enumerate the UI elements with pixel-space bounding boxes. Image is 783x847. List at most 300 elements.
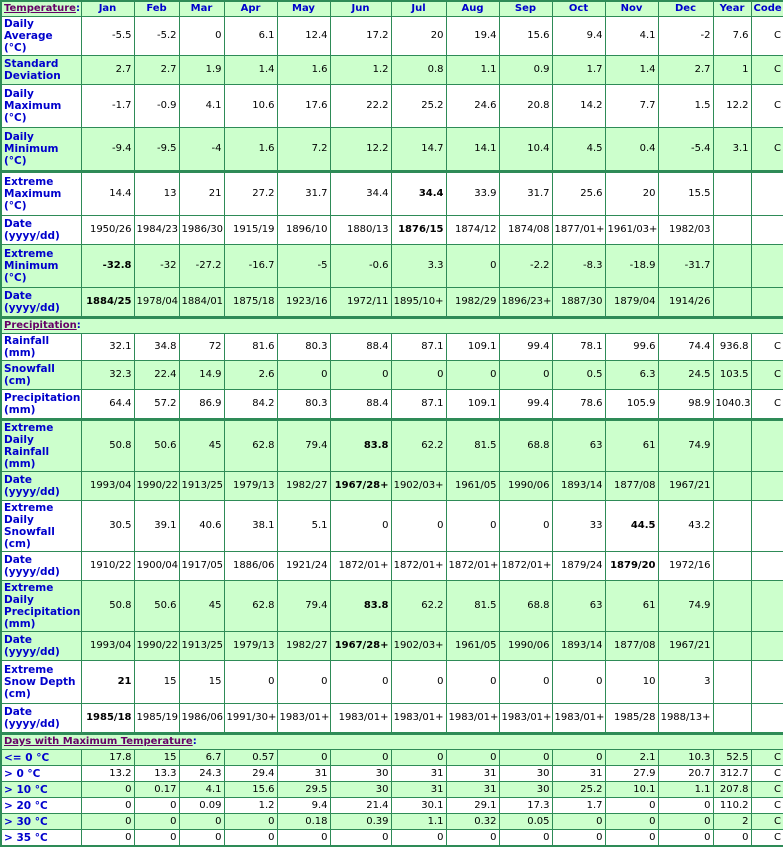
cell-nov: 0 bbox=[605, 814, 658, 830]
month-header-aug: Aug bbox=[446, 1, 499, 17]
cell-dec: 10.3 bbox=[658, 750, 713, 766]
table-row bbox=[1, 632, 783, 661]
cell-code: C bbox=[751, 390, 783, 420]
row-label: Extreme Maximum (°C) bbox=[1, 172, 81, 216]
cell-nov: 61 bbox=[605, 581, 658, 632]
cell-nov: 4.1 bbox=[605, 17, 658, 56]
table-row bbox=[1, 661, 783, 704]
cell-year: 1040.3 bbox=[713, 390, 751, 420]
cell-jun: 88.4 bbox=[330, 334, 391, 361]
cell-nov: 1985/28 bbox=[605, 704, 658, 734]
cell-code bbox=[751, 472, 783, 501]
cell-code: C bbox=[751, 128, 783, 172]
record-value: 1884/25 bbox=[86, 296, 132, 307]
cell-jun: 1880/13 bbox=[330, 216, 391, 245]
cell-jun: 30 bbox=[330, 782, 391, 798]
cell-sep: -2.2 bbox=[499, 245, 552, 288]
cell-oct: 1887/30 bbox=[552, 288, 605, 318]
cell-aug: 0 bbox=[446, 661, 499, 704]
cell-jan: 17.8 bbox=[81, 750, 134, 766]
record-value: 1876/15 bbox=[398, 224, 444, 235]
row-label: Date (yyyy/dd) bbox=[1, 704, 81, 734]
cell-year: 110.2 bbox=[713, 798, 751, 814]
cell-jul: 1983/01+ bbox=[391, 704, 446, 734]
cell-may: 1982/27 bbox=[277, 472, 330, 501]
temperature-link[interactable]: Temperature bbox=[4, 3, 76, 14]
cell-oct: 1983/01+ bbox=[552, 704, 605, 734]
cell-may: -5 bbox=[277, 245, 330, 288]
cell-year: 52.5 bbox=[713, 750, 751, 766]
cell-code: C bbox=[751, 17, 783, 56]
cell-mar: 0.09 bbox=[179, 798, 224, 814]
cell-nov: 99.6 bbox=[605, 334, 658, 361]
cell-may: 9.4 bbox=[277, 798, 330, 814]
cell-apr: 1991/30+ bbox=[224, 704, 277, 734]
row-label: Daily Maximum (°C) bbox=[1, 85, 81, 128]
cell-may: 31 bbox=[277, 766, 330, 782]
cell-year: 936.8 bbox=[713, 334, 751, 361]
month-header-nov: Nov bbox=[605, 1, 658, 17]
days-max-temp-link[interactable]: Days with Maximum Temperature bbox=[4, 736, 193, 747]
cell-sep: 0 bbox=[499, 361, 552, 390]
cell-feb: 13.3 bbox=[134, 766, 179, 782]
record-value: 83.8 bbox=[363, 440, 389, 451]
cell-dec: 1967/21 bbox=[658, 472, 713, 501]
cell-jul: 31 bbox=[391, 766, 446, 782]
table-row bbox=[1, 798, 783, 814]
cell-oct: 1.7 bbox=[552, 798, 605, 814]
cell-jan: 64.4 bbox=[81, 390, 134, 420]
cell-code bbox=[751, 216, 783, 245]
cell-may: 0.18 bbox=[277, 814, 330, 830]
cell-feb: 15 bbox=[134, 661, 179, 704]
cell-feb: 13 bbox=[134, 172, 179, 216]
cell-year: 2 bbox=[713, 814, 751, 830]
cell-feb: -32 bbox=[134, 245, 179, 288]
cell-sep: 0 bbox=[499, 661, 552, 704]
cell-apr: 1.6 bbox=[224, 128, 277, 172]
cell-aug: 14.1 bbox=[446, 128, 499, 172]
cell-mar: 1986/06 bbox=[179, 704, 224, 734]
cell-mar: 1986/30 bbox=[179, 216, 224, 245]
cell-oct: 0 bbox=[552, 830, 605, 847]
cell-jan: 1993/04 bbox=[81, 472, 134, 501]
cell-oct: -8.3 bbox=[552, 245, 605, 288]
cell-may: 80.3 bbox=[277, 390, 330, 420]
cell-sep: 20.8 bbox=[499, 85, 552, 128]
cell-feb: 1984/23 bbox=[134, 216, 179, 245]
cell-jul: 62.2 bbox=[391, 581, 446, 632]
cell-may: 0 bbox=[277, 750, 330, 766]
cell-code: C bbox=[751, 798, 783, 814]
cell-may: 12.4 bbox=[277, 17, 330, 56]
cell-mar: 1913/25 bbox=[179, 632, 224, 661]
cell-sep: 1990/06 bbox=[499, 632, 552, 661]
cell-oct: 4.5 bbox=[552, 128, 605, 172]
cell-may: 0 bbox=[277, 361, 330, 390]
cell-year: 12.2 bbox=[713, 85, 751, 128]
month-header-sep: Sep bbox=[499, 1, 552, 17]
cell-dec: 74.9 bbox=[658, 581, 713, 632]
cell-oct: 1.7 bbox=[552, 56, 605, 85]
table-row bbox=[1, 390, 783, 420]
table-row bbox=[1, 704, 783, 734]
cell-feb: 0 bbox=[134, 814, 179, 830]
cell-feb: -0.9 bbox=[134, 85, 179, 128]
row-label: Date (yyyy/dd) bbox=[1, 472, 81, 501]
cell-nov: 10 bbox=[605, 661, 658, 704]
cell-jul: 1902/03+ bbox=[391, 472, 446, 501]
cell-mar: 72 bbox=[179, 334, 224, 361]
cell-nov: 1.4 bbox=[605, 56, 658, 85]
cell-code: C bbox=[751, 782, 783, 798]
cell-aug: 0.32 bbox=[446, 814, 499, 830]
cell-dec: 1.5 bbox=[658, 85, 713, 128]
cell-jul: 0 bbox=[391, 750, 446, 766]
cell-aug: 0 bbox=[446, 830, 499, 847]
cell-aug: 1961/05 bbox=[446, 632, 499, 661]
cell-jan: 0 bbox=[81, 782, 134, 798]
cell-apr: -16.7 bbox=[224, 245, 277, 288]
precipitation-link[interactable]: Precipitation bbox=[4, 320, 77, 331]
cell-jan: 1993/04 bbox=[81, 632, 134, 661]
cell-code: C bbox=[751, 830, 783, 847]
cell-year: 3.1 bbox=[713, 128, 751, 172]
cell-jun: 1.2 bbox=[330, 56, 391, 85]
cell-year bbox=[713, 704, 751, 734]
cell-apr: 1.2 bbox=[224, 798, 277, 814]
cell-aug: 29.1 bbox=[446, 798, 499, 814]
cell-jun bbox=[330, 420, 391, 472]
row-label: Daily Minimum (°C) bbox=[1, 128, 81, 172]
row-label: > 35 °C bbox=[1, 830, 81, 847]
cell-feb: 22.4 bbox=[134, 361, 179, 390]
cell-jun: 12.2 bbox=[330, 128, 391, 172]
cell-oct: 31 bbox=[552, 766, 605, 782]
cell-oct: 0 bbox=[552, 814, 605, 830]
cell-jan bbox=[81, 704, 134, 734]
cell-jul: 1872/01+ bbox=[391, 552, 446, 581]
table-row bbox=[1, 501, 783, 552]
record-value: 1879/20 bbox=[610, 560, 656, 571]
cell-aug: 81.5 bbox=[446, 420, 499, 472]
cell-sep: 10.4 bbox=[499, 128, 552, 172]
cell-jan: 14.4 bbox=[81, 172, 134, 216]
cell-aug: 31 bbox=[446, 782, 499, 798]
cell-sep: 30 bbox=[499, 782, 552, 798]
cell-apr: 38.1 bbox=[224, 501, 277, 552]
cell-jul: 87.1 bbox=[391, 334, 446, 361]
cell-may: 80.3 bbox=[277, 334, 330, 361]
cell-mar: 1.9 bbox=[179, 56, 224, 85]
cell-sep: 0.05 bbox=[499, 814, 552, 830]
cell-dec: 20.7 bbox=[658, 766, 713, 782]
cell-apr: 0.57 bbox=[224, 750, 277, 766]
cell-code bbox=[751, 420, 783, 472]
cell-may: 31.7 bbox=[277, 172, 330, 216]
cell-may: 7.2 bbox=[277, 128, 330, 172]
cell-feb: 57.2 bbox=[134, 390, 179, 420]
cell-dec: 1967/21 bbox=[658, 632, 713, 661]
cell-jul: 31 bbox=[391, 782, 446, 798]
cell-mar: 45 bbox=[179, 420, 224, 472]
year-header: Year bbox=[713, 1, 751, 17]
cell-aug: 0 bbox=[446, 245, 499, 288]
cell-aug: 81.5 bbox=[446, 581, 499, 632]
cell-aug: 33.9 bbox=[446, 172, 499, 216]
cell-jun: 0 bbox=[330, 361, 391, 390]
cell-dec: 1982/03 bbox=[658, 216, 713, 245]
cell-oct: 78.1 bbox=[552, 334, 605, 361]
cell-feb: 0 bbox=[134, 830, 179, 847]
cell-year bbox=[713, 501, 751, 552]
cell-nov: 1877/08 bbox=[605, 472, 658, 501]
cell-jul: 0.8 bbox=[391, 56, 446, 85]
cell-aug: 0 bbox=[446, 750, 499, 766]
cell-sep: 15.6 bbox=[499, 17, 552, 56]
cell-oct: 1893/14 bbox=[552, 472, 605, 501]
table-row bbox=[1, 288, 783, 318]
cell-apr: 29.4 bbox=[224, 766, 277, 782]
table-row bbox=[1, 814, 783, 830]
cell-jan: -1.7 bbox=[81, 85, 134, 128]
cell-year bbox=[713, 245, 751, 288]
header-row bbox=[1, 1, 783, 17]
cell-may: 17.6 bbox=[277, 85, 330, 128]
cell-code: C bbox=[751, 85, 783, 128]
cell-nov: 61 bbox=[605, 420, 658, 472]
cell-sep: 1872/01+ bbox=[499, 552, 552, 581]
cell-oct: 14.2 bbox=[552, 85, 605, 128]
table-row bbox=[1, 830, 783, 847]
cell-jul: 0 bbox=[391, 661, 446, 704]
cell-jan: 1950/26 bbox=[81, 216, 134, 245]
cell-sep: 1874/08 bbox=[499, 216, 552, 245]
cell-year bbox=[713, 632, 751, 661]
cell-aug: 31 bbox=[446, 766, 499, 782]
cell-jan: 30.5 bbox=[81, 501, 134, 552]
cell-jul: 62.2 bbox=[391, 420, 446, 472]
cell-sep: 68.8 bbox=[499, 581, 552, 632]
table-row bbox=[1, 56, 783, 85]
cell-jan: 50.8 bbox=[81, 420, 134, 472]
cell-code bbox=[751, 172, 783, 216]
cell-jan: 0 bbox=[81, 798, 134, 814]
cell-jul: 20 bbox=[391, 17, 446, 56]
cell-jun: 17.2 bbox=[330, 17, 391, 56]
cell-jan: 0 bbox=[81, 830, 134, 847]
cell-apr: 0 bbox=[224, 661, 277, 704]
cell-jun: 0 bbox=[330, 750, 391, 766]
cell-year bbox=[713, 581, 751, 632]
cell-sep: 31.7 bbox=[499, 172, 552, 216]
month-header-dec: Dec bbox=[658, 1, 713, 17]
cell-sep: 0 bbox=[499, 501, 552, 552]
month-header-feb: Feb bbox=[134, 1, 179, 17]
cell-sep: 0.9 bbox=[499, 56, 552, 85]
cell-jun: 21.4 bbox=[330, 798, 391, 814]
cell-sep: 1990/06 bbox=[499, 472, 552, 501]
cell-nov: 1877/08 bbox=[605, 632, 658, 661]
cell-may: 0 bbox=[277, 830, 330, 847]
cell-nov: 20 bbox=[605, 172, 658, 216]
cell-dec: 43.2 bbox=[658, 501, 713, 552]
cell-sep: 0 bbox=[499, 830, 552, 847]
cell-apr: 6.1 bbox=[224, 17, 277, 56]
cell-jan bbox=[81, 245, 134, 288]
cell-jul: 87.1 bbox=[391, 390, 446, 420]
cell-dec: 74.4 bbox=[658, 334, 713, 361]
table-row bbox=[1, 750, 783, 766]
cell-mar: 15 bbox=[179, 661, 224, 704]
cell-apr: 15.6 bbox=[224, 782, 277, 798]
cell-oct: 78.6 bbox=[552, 390, 605, 420]
cell-dec: 98.9 bbox=[658, 390, 713, 420]
cell-dec: -5.4 bbox=[658, 128, 713, 172]
cell-year bbox=[713, 472, 751, 501]
record-value: 83.8 bbox=[363, 600, 389, 611]
cell-dec: 15.5 bbox=[658, 172, 713, 216]
days-max-temp-section-row bbox=[1, 734, 783, 750]
cell-may: 1921/24 bbox=[277, 552, 330, 581]
cell-oct: 9.4 bbox=[552, 17, 605, 56]
cell-dec: 3 bbox=[658, 661, 713, 704]
table-row bbox=[1, 216, 783, 245]
cell-jul bbox=[391, 172, 446, 216]
cell-mar: -4 bbox=[179, 128, 224, 172]
cell-dec: 1914/26 bbox=[658, 288, 713, 318]
cell-mar: 4.1 bbox=[179, 782, 224, 798]
cell-jul: 3.3 bbox=[391, 245, 446, 288]
table-row bbox=[1, 552, 783, 581]
table-row bbox=[1, 782, 783, 798]
cell-jun: 0 bbox=[330, 830, 391, 847]
cell-dec: 24.5 bbox=[658, 361, 713, 390]
cell-code: C bbox=[751, 750, 783, 766]
cell-aug: 109.1 bbox=[446, 334, 499, 361]
record-value: 1967/28+ bbox=[334, 640, 389, 651]
cell-feb: 50.6 bbox=[134, 420, 179, 472]
cell-sep: 1983/01+ bbox=[499, 704, 552, 734]
cell-jun bbox=[330, 472, 391, 501]
cell-feb: -9.5 bbox=[134, 128, 179, 172]
record-value: 34.4 bbox=[418, 188, 444, 199]
table-row bbox=[1, 17, 783, 56]
cell-dec: 74.9 bbox=[658, 420, 713, 472]
cell-jul: 1895/10+ bbox=[391, 288, 446, 318]
cell-apr: 27.2 bbox=[224, 172, 277, 216]
cell-sep: 17.3 bbox=[499, 798, 552, 814]
cell-sep: 99.4 bbox=[499, 334, 552, 361]
cell-sep: 0 bbox=[499, 750, 552, 766]
row-label: Daily Average (°C) bbox=[1, 17, 81, 56]
cell-apr: 1875/18 bbox=[224, 288, 277, 318]
cell-apr: 62.8 bbox=[224, 420, 277, 472]
cell-nov: 27.9 bbox=[605, 766, 658, 782]
cell-code bbox=[751, 661, 783, 704]
cell-aug: 1982/29 bbox=[446, 288, 499, 318]
cell-dec: -2 bbox=[658, 17, 713, 56]
cell-jan bbox=[81, 288, 134, 318]
cell-may: 0 bbox=[277, 661, 330, 704]
cell-may: 1982/27 bbox=[277, 632, 330, 661]
cell-year bbox=[713, 661, 751, 704]
precipitation-section-header: Precipitation: bbox=[1, 318, 783, 334]
precipitation-section-row bbox=[1, 318, 783, 334]
cell-code bbox=[751, 245, 783, 288]
cell-may: 79.4 bbox=[277, 581, 330, 632]
row-label: Extreme Snow Depth (cm) bbox=[1, 661, 81, 704]
cell-nov: 0 bbox=[605, 798, 658, 814]
row-label: Extreme Daily Precipitation (mm) bbox=[1, 581, 81, 632]
cell-mar: 14.9 bbox=[179, 361, 224, 390]
month-header-oct: Oct bbox=[552, 1, 605, 17]
record-value: -32.8 bbox=[102, 260, 132, 271]
cell-jun: -0.6 bbox=[330, 245, 391, 288]
cell-aug: 24.6 bbox=[446, 85, 499, 128]
cell-jul: 1902/03+ bbox=[391, 632, 446, 661]
cell-feb: 0 bbox=[134, 798, 179, 814]
cell-jan: -5.5 bbox=[81, 17, 134, 56]
cell-feb: 1990/22 bbox=[134, 632, 179, 661]
cell-sep: 30 bbox=[499, 766, 552, 782]
cell-apr: 1915/19 bbox=[224, 216, 277, 245]
cell-jun: 1983/01+ bbox=[330, 704, 391, 734]
cell-aug: 1983/01+ bbox=[446, 704, 499, 734]
cell-nov: 1879/04 bbox=[605, 288, 658, 318]
cell-code: C bbox=[751, 361, 783, 390]
cell-apr: 0 bbox=[224, 830, 277, 847]
cell-oct: 1877/01+ bbox=[552, 216, 605, 245]
cell-jun: 0.39 bbox=[330, 814, 391, 830]
row-label: Extreme Minimum (°C) bbox=[1, 245, 81, 288]
cell-jan: -9.4 bbox=[81, 128, 134, 172]
cell-may: 1896/10 bbox=[277, 216, 330, 245]
cell-feb: 15 bbox=[134, 750, 179, 766]
cell-feb: 2.7 bbox=[134, 56, 179, 85]
cell-code bbox=[751, 288, 783, 318]
cell-code: C bbox=[751, 766, 783, 782]
cell-dec: 2.7 bbox=[658, 56, 713, 85]
cell-jan: 50.8 bbox=[81, 581, 134, 632]
cell-jun: 1972/11 bbox=[330, 288, 391, 318]
cell-aug: 1.1 bbox=[446, 56, 499, 85]
cell-jun: 30 bbox=[330, 766, 391, 782]
cell-year: 0 bbox=[713, 830, 751, 847]
row-label: Precipitation (mm) bbox=[1, 390, 81, 420]
month-header-jul: Jul bbox=[391, 1, 446, 17]
cell-dec: 0 bbox=[658, 798, 713, 814]
cell-year bbox=[713, 172, 751, 216]
cell-aug: 1961/05 bbox=[446, 472, 499, 501]
table-row bbox=[1, 581, 783, 632]
month-header-mar: Mar bbox=[179, 1, 224, 17]
cell-dec: 1.1 bbox=[658, 782, 713, 798]
cell-aug: 0 bbox=[446, 501, 499, 552]
cell-jan: 2.7 bbox=[81, 56, 134, 85]
cell-nov: -18.9 bbox=[605, 245, 658, 288]
row-label: Snowfall (cm) bbox=[1, 361, 81, 390]
month-header-jun: Jun bbox=[330, 1, 391, 17]
cell-sep: 68.8 bbox=[499, 420, 552, 472]
cell-aug: 1874/12 bbox=[446, 216, 499, 245]
cell-feb: 1900/04 bbox=[134, 552, 179, 581]
table-row bbox=[1, 334, 783, 361]
cell-oct: 0 bbox=[552, 750, 605, 766]
cell-apr: 2.6 bbox=[224, 361, 277, 390]
record-value: 44.5 bbox=[630, 520, 656, 531]
cell-oct: 1893/14 bbox=[552, 632, 605, 661]
